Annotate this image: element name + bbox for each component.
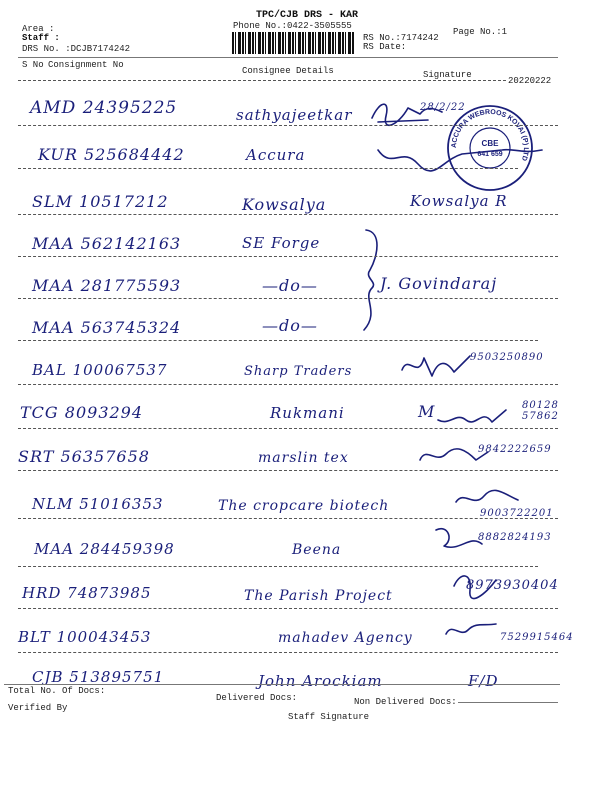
consignee-name: mahadev Agency — [278, 630, 413, 646]
phone-number: 8882824193 — [478, 532, 552, 543]
consignment-no: HRD 74873985 — [22, 584, 152, 602]
phone-number: 9503250890 — [470, 352, 544, 363]
column-consignee: Consignee Details — [242, 66, 334, 76]
row-divider — [18, 608, 558, 609]
document-title: TPC/CJB DRS - KAR — [256, 10, 359, 21]
phone-number: 9003722201 — [480, 508, 554, 519]
footer-divider — [4, 684, 560, 685]
consignment-no: BAL 100067537 — [32, 361, 168, 379]
row-divider — [18, 518, 558, 519]
consignment-no: MAA 562142163 — [32, 234, 182, 253]
consignee-name: sathyajeetkar — [236, 106, 353, 124]
drs-number: DRS No. :DCJB7174242 — [22, 44, 131, 54]
receiver-signature — [398, 350, 478, 386]
rs-number: RS No.:7174242 — [363, 33, 439, 43]
row-divider — [18, 298, 558, 299]
staff-label: Staff : — [22, 33, 60, 43]
consignee-name: —do— — [262, 316, 318, 335]
stamp-pin: 641 659 — [477, 151, 503, 158]
receiver-signature — [372, 140, 552, 176]
consignment-no: KUR 525684442 — [38, 145, 185, 164]
consignee-name: The Parish Project — [244, 588, 393, 604]
row-divider — [18, 214, 558, 215]
consignment-no: CJB 513895751 — [32, 668, 165, 686]
header-divider — [18, 57, 558, 58]
row-divider — [18, 125, 558, 126]
staff-signature-label: Staff Signature — [288, 712, 370, 722]
consignment-no: NLM 51016353 — [32, 495, 164, 513]
consignee-name: marslin tex — [258, 450, 349, 466]
phone-number: 8973930404 — [466, 578, 559, 593]
header-rule — [18, 80, 506, 81]
row-divider — [18, 384, 558, 385]
date-marker: 20220222 — [508, 76, 552, 86]
consignee-name: Sharp Traders — [244, 364, 353, 379]
consignee-name: Accura — [246, 146, 306, 164]
consignment-no: MAA 284459398 — [34, 540, 175, 558]
non-delivered-docs-line — [458, 702, 558, 703]
stamp-city: CBE — [481, 139, 499, 148]
row-divider — [18, 340, 538, 341]
consignee-name: —do— — [262, 276, 318, 295]
consignee-name: Rukmani — [270, 404, 345, 422]
phone-number: 8012857862 — [522, 400, 559, 422]
page-number: Page No.:1 — [453, 27, 508, 37]
consignment-no: AMD 24395225 — [30, 98, 178, 118]
column-sno: S No — [22, 60, 44, 70]
row-divider — [18, 256, 558, 257]
consignment-no: BLT 100043453 — [18, 628, 152, 646]
total-docs-label: Total No. Of Docs: — [8, 686, 106, 696]
consignee-name: Kowsalya — [242, 195, 327, 214]
receiver-signature: J. Govindaraj — [380, 274, 498, 293]
consignment-no: TCG 8093294 — [20, 403, 144, 422]
delivered-docs-label: Delivered Docs: — [216, 693, 298, 703]
consignment-no: MAA 281775593 — [32, 276, 182, 295]
consignment-no: SLM 10517212 — [32, 192, 169, 211]
consignee-name: Beena — [292, 542, 342, 558]
non-delivered-docs-label: Non Delivered Docs: — [354, 697, 457, 707]
verified-by-label: Verified By — [8, 703, 68, 713]
row-divider — [18, 470, 558, 471]
receiver-signature — [440, 618, 504, 646]
stamp-company-name: ACCURA WEBROOS KOVAI (P) LTD — [450, 108, 530, 162]
consignment-no: MAA 563745324 — [32, 318, 182, 337]
area-label: Area : — [22, 24, 55, 34]
row-divider — [18, 168, 518, 169]
consignment-no: SRT 56357658 — [18, 447, 150, 466]
barcode — [232, 32, 355, 54]
consignee-name: John Arockiam — [258, 672, 383, 690]
phone-number: 9842222659 — [478, 444, 552, 455]
receiver-signature: F/D — [468, 672, 499, 690]
delivery-date: 28/2/22 — [420, 102, 466, 113]
consignee-name: The cropcare biotech — [218, 498, 390, 514]
row-divider — [18, 652, 558, 653]
receiver-signature: Kowsalya R — [410, 192, 508, 210]
phone-number: 7529915464 — [500, 632, 574, 643]
phone-number: Phone No.:0422-3505555 — [233, 21, 352, 31]
consignee-name: SE Forge — [242, 234, 321, 252]
column-signature: Signature — [423, 70, 472, 80]
row-divider — [18, 428, 558, 429]
rs-date: RS Date: — [363, 42, 407, 52]
column-consignment: Consignment No — [48, 60, 124, 70]
receiver-signature: M — [418, 402, 436, 421]
